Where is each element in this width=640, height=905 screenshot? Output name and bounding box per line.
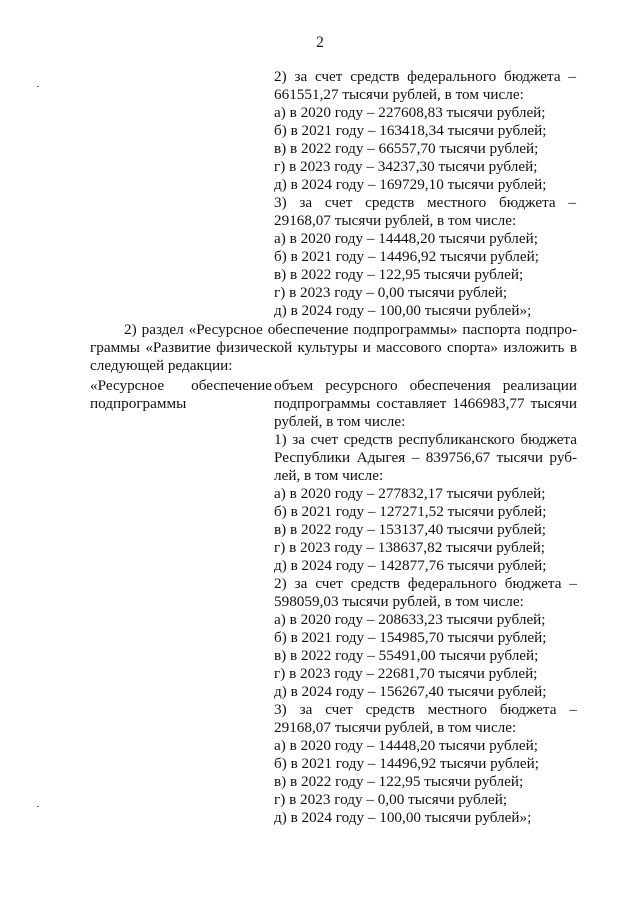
passport-right-line-23: в) в 2022 году – 122,95 тысячи рублей; — [274, 773, 524, 790]
section-line-1: 2) раздел «Ресурсное обеспечение подпрограммы» паспорта подпро- — [124, 321, 577, 338]
passport-right-line-25: д) в 2024 году – 100,00 тысячи рублей»; — [274, 809, 532, 826]
page-number: 2 — [316, 34, 324, 51]
passport-right-line-21: а) в 2020 году – 14448,20 тысячи рублей; — [274, 737, 538, 754]
upper-line-3: а) в 2020 году – 227608,83 тысячи рублей; — [274, 104, 546, 121]
passport-right-line-5: Республики Адыгея – 839756,67 тысячи руб- — [274, 449, 577, 466]
upper-line-6: г) в 2023 году – 34237,30 тысячи рублей; — [274, 158, 538, 175]
passport-left-line-2: подпрограммы — [90, 395, 187, 412]
upper-line-14: д) в 2024 году – 100,00 тысячи рублей»; — [274, 302, 532, 319]
upper-line-11: б) в 2021 году – 14496,92 тысячи рублей; — [274, 248, 539, 265]
upper-line-4: б) в 2021 году – 163418,34 тысячи рублей; — [274, 122, 547, 139]
upper-line-12: в) в 2022 году – 122,95 тысячи рублей; — [274, 266, 524, 283]
passport-right-line-9: в) в 2022 году – 153137,40 тысячи рублей; — [274, 521, 546, 538]
passport-right-line-10: г) в 2023 году – 138637,82 тысячи рублей; — [274, 539, 546, 556]
upper-line-1: 2) за счет средств федерального бюджета – — [274, 68, 576, 85]
upper-line-8: 3) за счет средств местного бюджета – — [274, 194, 576, 211]
passport-right-line-13: 598059,03 тысячи рублей, в том числе: — [274, 593, 524, 610]
passport-right-line-16: в) в 2022 году – 55491,00 тысячи рублей; — [274, 647, 539, 664]
scan-artifact — [37, 86, 39, 87]
passport-right-line-11: д) в 2024 году – 142877,76 тысячи рублей; — [274, 557, 547, 574]
passport-right-line-19: 3) за счет средств местного бюджета – — [274, 701, 577, 718]
passport-right-line-8: б) в 2021 году – 127271,52 тысячи рублей; — [274, 503, 547, 520]
section-line-3: следующей редакции: — [90, 357, 233, 374]
passport-right-line-12: 2) за счет средств федерального бюджета – — [274, 575, 577, 592]
upper-line-2: 661551,27 тысячи рублей, в том числе: — [274, 86, 524, 103]
upper-line-9: 29168,07 тысячи рублей, в том числе: — [274, 212, 517, 229]
passport-right-line-20: 29168,07 тысячи рублей, в том числе: — [274, 719, 517, 736]
passport-right-line-3: рублей, в том числе: — [274, 413, 406, 430]
passport-right-line-22: б) в 2021 году – 14496,92 тысячи рублей; — [274, 755, 539, 772]
passport-right-line-18: д) в 2024 году – 156267,40 тысячи рублей; — [274, 683, 547, 700]
passport-right-line-14: а) в 2020 году – 208633,23 тысячи рублей; — [274, 611, 546, 628]
upper-line-10: а) в 2020 году – 14448,20 тысячи рублей; — [274, 230, 538, 247]
section-line-2: граммы «Развитие физической культуры и массового спорта» изложить в — [90, 339, 577, 356]
passport-right-line-15: б) в 2021 году – 154985,70 тысячи рублей; — [274, 629, 547, 646]
upper-line-7: д) в 2024 году – 169729,10 тысячи рублей; — [274, 176, 547, 193]
passport-right-line-17: г) в 2023 году – 22681,70 тысячи рублей; — [274, 665, 538, 682]
passport-left-line-1: «Ресурсное обеспечение — [90, 377, 272, 394]
upper-line-13: г) в 2023 году – 0,00 тысячи рублей; — [274, 284, 508, 301]
scan-artifact — [37, 806, 39, 807]
passport-right-line-2: подпрограммы составляет 1466983,77 тысячи — [274, 395, 577, 412]
passport-right-line-6: лей, в том числе: — [274, 467, 384, 484]
passport-right-line-4: 1) за счет средств республиканского бюджета — [274, 431, 577, 448]
passport-right-line-1: объем ресурсного обеспечения реализации — [274, 377, 577, 394]
passport-right-line-7: а) в 2020 году – 277832,17 тысячи рублей; — [274, 485, 546, 502]
upper-line-5: в) в 2022 году – 66557,70 тысячи рублей; — [274, 140, 539, 157]
passport-right-line-24: г) в 2023 году – 0,00 тысячи рублей; — [274, 791, 508, 808]
